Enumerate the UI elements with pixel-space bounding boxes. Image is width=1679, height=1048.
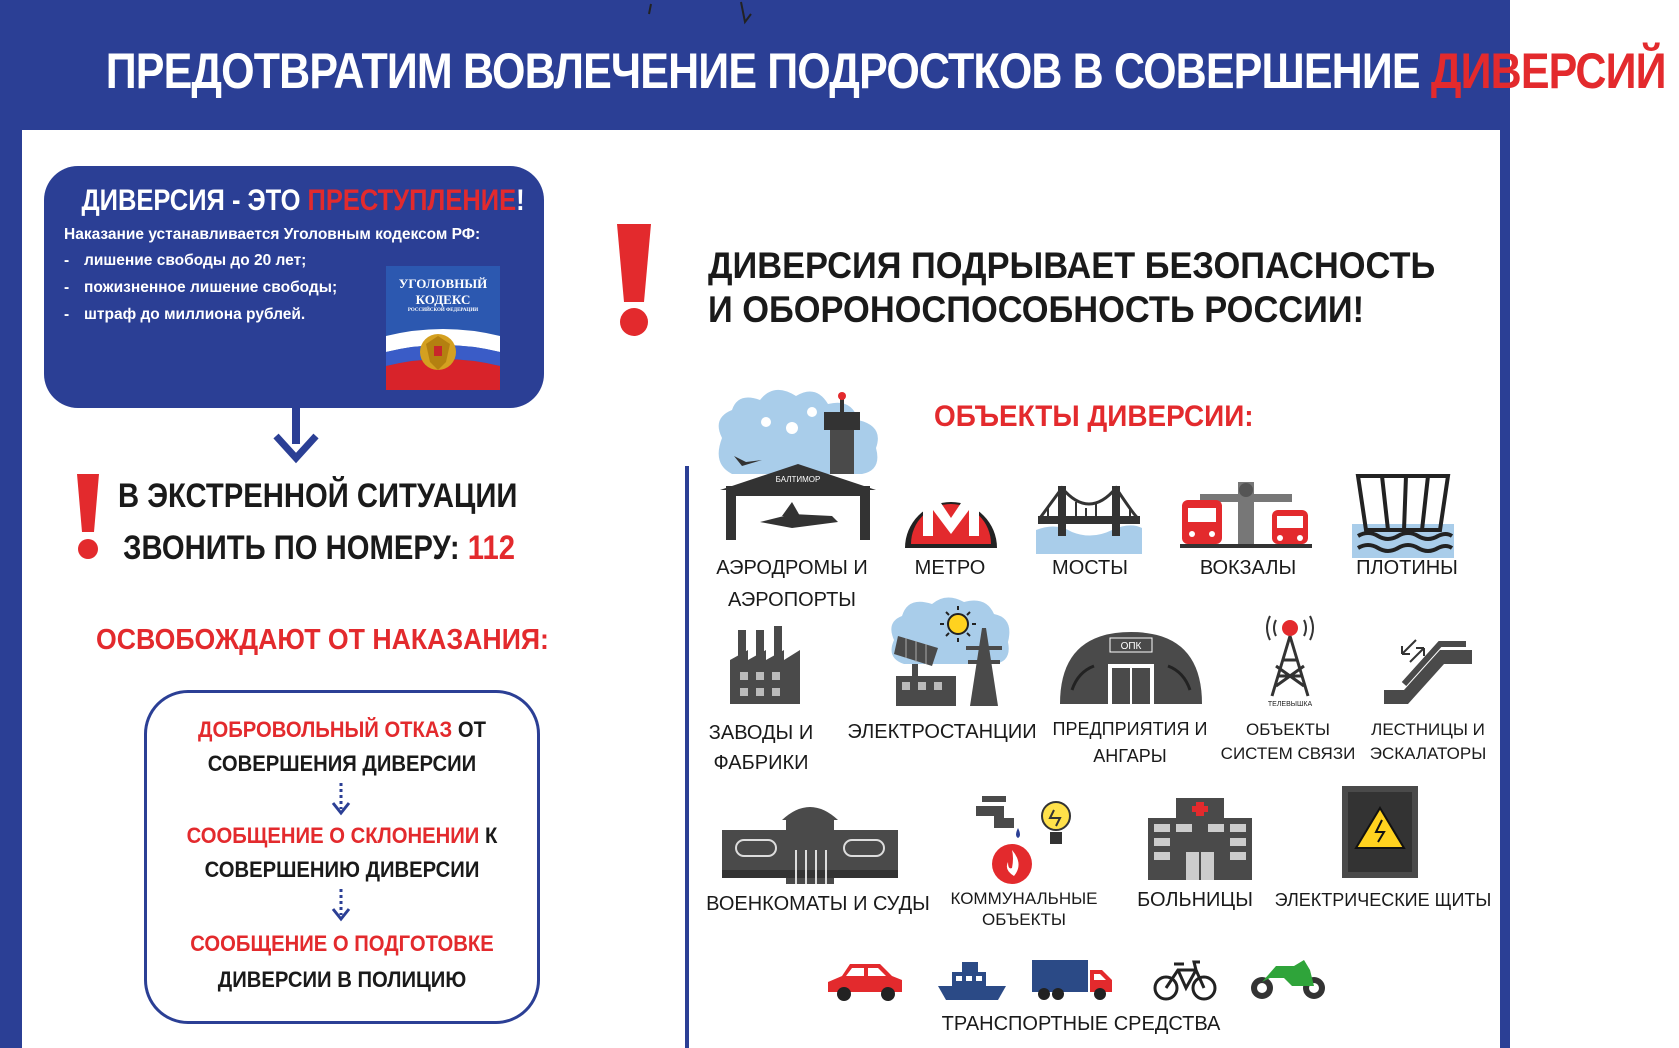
label-enterprises: ПРЕДПРИЯТИЯ И АНГАРЫ	[1052, 719, 1208, 766]
car-icon	[826, 958, 904, 1002]
hangar-icon	[1058, 628, 1204, 704]
electrical-panel-icon	[1342, 786, 1418, 878]
emergency-call	[118, 470, 517, 574]
dotted-arrow-icon	[331, 889, 351, 923]
power-plant-icon	[886, 592, 1016, 706]
svg-text:ТЕЛЕВЫШКА: ТЕЛЕВЫШКА	[1267, 701, 1313, 708]
exemption-heading: ОСВОБОЖДАЮТ ОТ НАКАЗАНИЯ:	[96, 624, 549, 656]
list-item: - пожизненное лишение свободы;	[64, 279, 338, 296]
emergency-line-2: ЗВОНИТЬ ПО НОМЕРУ: 112	[123, 529, 515, 567]
step2-line1: СООБЩЕНИЕ О СКЛОНЕНИИ К	[186, 823, 498, 848]
step2-line2: СОВЕРШЕНИЮ ДИВЕРСИИ	[204, 857, 480, 882]
label-military: ВОЕНКОМАТЫ И СУДЫ	[706, 893, 930, 915]
step3-line2: ДИВЕРСИИ В ПОЛИЦИЮ	[217, 967, 467, 992]
label-dams: ПЛОТИНЫ	[1356, 557, 1458, 579]
label-airports: АЭРОДРОМЫ И АЭРОПОРТЫ	[716, 557, 868, 611]
railway-station-icon	[1180, 480, 1312, 550]
utilities-icon	[970, 788, 1080, 884]
book-title-2: КОДЕКС	[415, 292, 471, 307]
punishment-intro: Наказание устанавливается Уголовным кодексом РФ:	[64, 226, 481, 243]
metro-icon	[901, 470, 1001, 550]
label-metro: МЕТРО	[914, 557, 986, 579]
book-title-1: УГОЛОВНЫЙ	[398, 276, 488, 291]
page-title: ПРЕДОТВРАТИМ ВОВЛЕЧЕНИЕ ПОДРОСТКОВ В СОВЕРШЕНИЕ ДИВЕРСИЙ!	[105, 43, 1679, 99]
truck-icon	[1032, 958, 1114, 1002]
step1-line2: СОВЕРШЕНИЯ ДИВЕРСИИ	[207, 751, 477, 776]
emergency-line-1: В ЭКСТРЕННОЙ СИТУАЦИИ	[118, 477, 518, 515]
ship-icon	[938, 960, 1006, 1002]
step1-line1: ДОБРОВОЛЬНЫЙ ОТКАЗ ОТ	[198, 717, 486, 742]
divider	[685, 466, 689, 1048]
label-transport: ТРАНСПОРТНЫЕ СРЕДСТВА	[941, 1013, 1221, 1035]
warning-heading: ДИВЕРСИЯ ПОДРЫВАЕТ БЕЗОПАСНОСТЬ И ОБОРОНОСПОСОБНОСТЬ РОССИИ!	[708, 245, 1436, 330]
label-factories: ЗАВОДЫ И ФАБРИКИ	[708, 722, 814, 774]
bicycle-icon	[1152, 958, 1218, 1002]
punishment-list	[64, 252, 337, 333]
label-hospitals: БОЛЬНИЦЫ	[1137, 889, 1253, 911]
svg-text:БАЛТИМОР: БАЛТИМОР	[775, 475, 821, 484]
label-comms: ОБЪЕКТЫ СИСТЕМ СВЯЗИ	[1220, 720, 1356, 763]
airport-icon	[712, 378, 884, 540]
crime-info-box	[44, 166, 544, 408]
dotted-arrow-icon	[331, 783, 351, 817]
label-panels: ЭЛЕКТРИЧЕСКИЕ ЩИТЫ	[1274, 890, 1492, 910]
bridge-icon	[1036, 482, 1142, 554]
arrow-down-icon	[274, 408, 318, 460]
exclamation-icon	[74, 474, 102, 560]
escalator-icon	[1382, 632, 1474, 704]
dam-icon	[1352, 474, 1454, 558]
crime-box-title: ДИВЕРСИЯ - ЭТО ПРЕСТУПЛЕНИЕ!	[81, 184, 525, 217]
list-item: - лишение свободы до 20 лет;	[64, 252, 307, 269]
svg-text:ОПК: ОПК	[1120, 641, 1142, 652]
list-item: - штраф до миллиона рублей.	[64, 306, 306, 323]
objects-heading: ОБЪЕКТЫ ДИВЕРСИИ:	[934, 400, 1254, 433]
hospital-icon	[1146, 796, 1254, 880]
government-building-icon	[722, 800, 898, 884]
factory-icon	[728, 624, 802, 704]
step3-line1: СООБЩЕНИЕ О ПОДГОТОВКЕ	[190, 931, 494, 956]
label-power: ЭЛЕКТРОСТАНЦИИ	[847, 721, 1037, 743]
criminal-code-book	[386, 266, 500, 390]
label-bridges: МОСТЫ	[1052, 557, 1128, 579]
exemption-box	[144, 690, 540, 1024]
motorcycle-icon	[1248, 956, 1328, 1002]
exclamation-icon	[614, 224, 654, 338]
label-stairs: ЛЕСТНИЦЫ И ЭСКАЛАТОРЫ	[1369, 720, 1487, 763]
scribble-mark	[645, 0, 755, 26]
label-utilities: КОММУНАЛЬНЫЕ ОБЪЕКТЫ	[950, 889, 1098, 929]
tv-tower-icon	[1262, 616, 1318, 710]
label-stations: ВОКЗАЛЫ	[1199, 557, 1297, 579]
book-title-3: РОССИЙСКОЙ ФЕДЕРАЦИИ	[407, 308, 479, 313]
